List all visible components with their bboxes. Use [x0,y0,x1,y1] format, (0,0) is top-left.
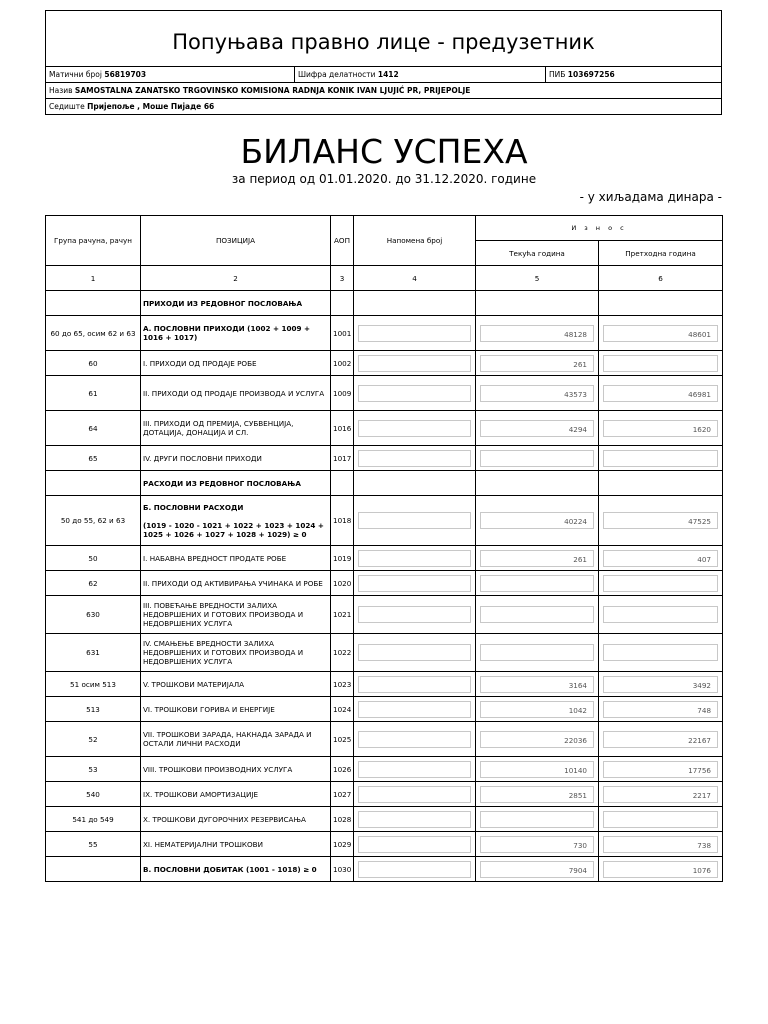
pozicija-cell [141,571,331,596]
table-row [46,596,723,634]
table-row [46,376,723,411]
napomena-field[interactable] [358,701,471,718]
grupa-cell: 51 осим 513 [46,672,141,697]
aop-cell: 1002 [331,351,354,376]
prethodna-field[interactable]: 748 [603,701,718,718]
tekuca-cell [476,596,599,634]
tekuca-cell [476,697,599,722]
tekuca-field[interactable]: 48128 [480,325,594,342]
prethodna-cell [599,832,723,857]
prethodna-field[interactable]: 738 [603,836,718,853]
napomena-field[interactable] [358,606,471,623]
grupa-cell: 60 [46,351,141,376]
aop-cell: 1029 [331,832,354,857]
table-row [46,832,723,857]
aop-cell: 1020 [331,571,354,596]
tekuca-field[interactable] [480,606,594,623]
prethodna-cell [599,471,723,496]
aop-cell: 1022 [331,634,354,672]
document-unit: - у хиљадама динара - [579,190,722,204]
grupa-cell: 513 [46,697,141,722]
pozicija-cell [141,496,331,546]
prethodna-cell [599,722,723,757]
aop-cell [331,291,354,316]
pozicija-cell [141,411,331,446]
document-title: БИЛАНС УСПЕХА [240,132,528,171]
prethodna-cell [599,757,723,782]
napomena-cell [354,411,476,446]
col-number: 3 [331,266,354,291]
tekuca-field[interactable]: 2851 [480,786,594,803]
header-box [45,10,722,115]
tekuca-cell [476,857,599,882]
aop-cell: 1026 [331,757,354,782]
prethodna-field[interactable] [603,644,718,661]
napomena-field[interactable] [358,761,471,778]
tekuca-field[interactable] [480,450,594,467]
napomena-field[interactable] [358,512,471,529]
prethodna-field[interactable]: 2217 [603,786,718,803]
sediste-value: Пријепоље , Моше Пијаде 66 [87,102,215,111]
prethodna-field[interactable] [603,355,718,372]
napomena-cell [354,546,476,571]
tekuca-cell [476,571,599,596]
napomena-cell [354,316,476,351]
prethodna-cell [599,857,723,882]
tekuca-field[interactable]: 4294 [480,420,594,437]
aop-cell [331,471,354,496]
pozicija-text: В. ПОСЛОВНИ ДОБИТАК (1001 - 1018) ≥ 0 [143,864,317,874]
pozicija-cell [141,351,331,376]
table-body [46,291,723,882]
col-header-grupa: Група рачуна, рачун [46,216,141,266]
aop-cell: 1009 [331,376,354,411]
grupa-cell: 50 [46,546,141,571]
aop-cell: 1030 [331,857,354,882]
pozicija-cell [141,697,331,722]
grupa-cell: 50 до 55, 62 и 63 [46,496,141,546]
napomena-field[interactable] [358,420,471,437]
table-row [46,546,723,571]
prethodna-field[interactable] [603,575,718,592]
naziv-value: SAMOSTALNA ZANATSKO TRGOVINSKO KOMISIONA RADNJA KONIK IVAN LJUJIĆ PR, PRIJEPOLJE [74,86,471,95]
aop-cell: 1021 [331,596,354,634]
col-number: 4 [354,266,476,291]
header-title: Попуњава правно лице - предузетник [46,11,721,67]
aop-cell: 1019 [331,546,354,571]
pozicija-cell [141,782,331,807]
header-naziv-row [46,83,721,99]
aop-cell: 1001 [331,316,354,351]
tekuca-cell [476,722,599,757]
col-header-aop: АОП [331,216,354,266]
prethodna-cell [599,672,723,697]
tekuca-field[interactable]: 1042 [480,701,594,718]
prethodna-field[interactable] [603,606,718,623]
pozicija-text: I. НАБАВНА ВРЕДНОСТ ПРОДАТЕ РОБЕ [143,553,287,563]
aop-cell: 1027 [331,782,354,807]
aop-cell: 1024 [331,697,354,722]
document-period: за период од 01.01.2020. до 31.12.2020. године [231,172,537,186]
pozicija-text: III. ПОВЕЋАЊЕ ВРЕДНОСТИ ЗАЛИХА НЕДОВРШЕНИХ И ГОТОВИХ ПРОИЗВОДА И НЕДОВРШЕНИХ УСЛУГА [143,601,304,628]
pozicija-cell [141,757,331,782]
table-row [46,411,723,446]
napomena-cell [354,291,476,316]
napomena-cell [354,471,476,496]
tekuca-cell [476,316,599,351]
prethodna-cell [599,697,723,722]
pozicija-text: III. ПРИХОДИ ОД ПРЕМИЈА, СУБВЕНЦИЈА, ДОТАЦИЈА, ДОНАЦИЈА И СЛ. [143,419,294,437]
napomena-field[interactable] [358,811,471,828]
grupa-cell [46,291,141,316]
grupa-cell: 65 [46,446,141,471]
col-number: 6 [599,266,723,291]
tekuca-field[interactable]: 43573 [480,385,594,402]
pozicija-cell [141,596,331,634]
pozicija-cell [141,857,331,882]
prethodna-field[interactable]: 1076 [603,861,718,878]
tekuca-field[interactable]: 40224 [480,512,594,529]
prethodna-cell [599,782,723,807]
table-row [46,291,723,316]
table-row [46,757,723,782]
prethodna-cell [599,446,723,471]
napomena-field[interactable] [358,786,471,803]
napomena-field[interactable] [358,676,471,693]
column-number-row [46,266,723,291]
napomena-field[interactable] [358,385,471,402]
napomena-cell [354,857,476,882]
pozicija-cell [141,722,331,757]
napomena-field[interactable] [358,450,471,467]
napomena-cell [354,634,476,672]
napomena-cell [354,782,476,807]
tekuca-cell [476,634,599,672]
tekuca-cell [476,291,599,316]
grupa-cell: 55 [46,832,141,857]
aop-cell: 1018 [331,496,354,546]
prethodna-cell [599,496,723,546]
prethodna-field[interactable]: 3492 [603,676,718,693]
napomena-field[interactable] [358,550,471,567]
napomena-cell [354,672,476,697]
tekuca-cell [476,471,599,496]
tekuca-field[interactable] [480,575,594,592]
napomena-field[interactable] [358,731,471,748]
tekuca-cell [476,807,599,832]
sifra-value: 1412 [377,70,399,79]
pozicija-text: ПРИХОДИ ИЗ РЕДОВНОГ ПОСЛОВАЊА [143,298,303,308]
pozicija-text: II. ПРИХОДИ ОД АКТИВИРАЊА УЧИНАКА И РОБЕ [143,578,323,588]
napomena-cell [354,596,476,634]
napomena-field[interactable] [358,575,471,592]
pozicija-text: VIII. ТРОШКОВИ ПРОИЗВОДНИХ УСЛУГА [143,764,293,774]
naziv-label: Назив [49,86,73,95]
table-row [46,722,723,757]
prethodna-cell [599,411,723,446]
pozicija-cell [141,672,331,697]
napomena-field[interactable] [358,644,471,661]
pozicija-text: IV. ДРУГИ ПОСЛОВНИ ПРИХОДИ [143,453,262,463]
header-sediste-row [46,99,721,114]
napomena-cell [354,697,476,722]
pozicija-cell [141,316,331,351]
aop-cell: 1016 [331,411,354,446]
napomena-cell [354,722,476,757]
pozicija-text: X. ТРОШКОВИ ДУГОРОЧНИХ РЕЗЕРВИСАЊА [143,814,306,824]
table-row [46,672,723,697]
sifra-label: Шифра делатности [298,70,376,79]
tekuca-cell [476,351,599,376]
prethodna-cell [599,807,723,832]
pozicija-text: II. ПРИХОДИ ОД ПРОДАЈЕ ПРОИЗВОДА И УСЛУГА [143,388,325,398]
napomena-field[interactable] [358,355,471,372]
grupa-cell: 53 [46,757,141,782]
napomena-field[interactable] [358,861,471,878]
table-row [46,634,723,672]
pozicija-cell [141,446,331,471]
col-header-prethodna: Претходна година [599,241,723,266]
tekuca-cell [476,546,599,571]
prethodna-cell [599,596,723,634]
table-row [46,807,723,832]
maticni-label: Матични број [49,70,102,79]
pib-label: ПИБ [549,70,566,79]
tekuca-field[interactable] [480,811,594,828]
pozicija-text: XI. НЕМАТЕРИЈАЛНИ ТРОШКОВИ [143,839,263,849]
grupa-cell: 60 до 65, осим 62 и 63 [46,316,141,351]
pozicija-text: I. ПРИХОДИ ОД ПРОДАЈЕ РОБЕ [143,358,257,368]
pozicija-text: V. ТРОШКОВИ МАТЕРИЈАЛА [143,679,245,689]
prethodna-cell [599,376,723,411]
income-statement-table [45,215,723,882]
prethodna-cell [599,546,723,571]
prethodna-cell [599,316,723,351]
prethodna-cell [599,291,723,316]
tekuca-cell [476,782,599,807]
pozicija-cell [141,807,331,832]
table-row [46,496,723,546]
prethodna-field[interactable]: 1620 [603,420,718,437]
pozicija-formula: (1019 - 1020 - 1021 + 1022 + 1023 + 1024 + 1025 + 1026 + 1027 + 1028 + 1029) ≥ 0 [143,520,324,539]
napomena-cell [354,832,476,857]
table-row [46,857,723,882]
prethodna-field[interactable]: 22167 [603,731,718,748]
tekuca-cell [476,376,599,411]
grupa-cell: 64 [46,411,141,446]
grupa-cell: 61 [46,376,141,411]
aop-cell: 1017 [331,446,354,471]
grupa-cell [46,857,141,882]
grupa-cell: 62 [46,571,141,596]
prethodna-field[interactable] [603,811,718,828]
table-row [46,351,723,376]
tekuca-field[interactable]: 7904 [480,861,594,878]
prethodna-field[interactable]: 46981 [603,385,718,402]
pozicija-cell [141,832,331,857]
tekuca-field[interactable]: 22036 [480,731,594,748]
tekuca-field[interactable]: 261 [480,355,594,372]
prethodna-field[interactable]: 48601 [603,325,718,342]
header-ids-row [46,67,721,83]
table-row [46,316,723,351]
napomena-cell [354,351,476,376]
sediste-label: Седиште [49,102,85,111]
sifra-cell [294,67,399,82]
grupa-cell [46,471,141,496]
napomena-cell [354,757,476,782]
tekuca-cell [476,411,599,446]
prethodna-cell [599,634,723,672]
pozicija-text: IV. СМАЊЕЊЕ ВРЕДНОСТИ ЗАЛИХА НЕДОВРШЕНИХ И ГОТОВИХ ПРОИЗВОДА И НЕДОВРШЕНИХ УСЛУГА [143,639,304,666]
pozicija-text: Б. ПОСЛОВНИ РАСХОДИ [143,502,244,512]
tekuca-cell [476,672,599,697]
col-header-tekuca: Текућа година [476,241,599,266]
tekuca-field[interactable]: 3164 [480,676,594,693]
pozicija-cell [141,376,331,411]
pozicija-text: VI. ТРОШКОВИ ГОРИВА И ЕНЕРГИЈЕ [143,704,275,714]
aop-cell: 1028 [331,807,354,832]
pozicija-text: VII. ТРОШКОВИ ЗАРАДА, НАКНАДА ЗАРАДА И ОСТАЛИ ЛИЧНИ РАСХОДИ [143,730,312,748]
pib-cell [545,67,615,82]
grupa-cell: 631 [46,634,141,672]
prethodna-field[interactable] [603,450,718,467]
napomena-cell [354,446,476,471]
prethodna-cell [599,351,723,376]
col-number: 1 [46,266,141,291]
prethodna-cell [599,571,723,596]
napomena-cell [354,496,476,546]
table-row [46,471,723,496]
pib-value: 103697256 [567,70,615,79]
tekuca-field[interactable]: 261 [480,550,594,567]
col-header-napomena: Напомена број [354,216,476,266]
table-row [46,782,723,807]
tekuca-cell [476,496,599,546]
col-header-pozicija: ПОЗИЦИЈА [141,216,331,266]
col-header-iznos: И з н о с [476,216,723,241]
pozicija-cell [141,471,331,496]
pozicija-text: А. ПОСЛОВНИ ПРИХОДИ (1002 + 1009 + 1016 + 1017) [143,324,311,342]
grupa-cell: 541 до 549 [46,807,141,832]
tekuca-cell [476,446,599,471]
tekuca-cell [476,757,599,782]
tekuca-field[interactable]: 730 [480,836,594,853]
grupa-cell: 540 [46,782,141,807]
tekuca-field[interactable]: 10140 [480,761,594,778]
napomena-cell [354,807,476,832]
grupa-cell: 630 [46,596,141,634]
aop-cell: 1023 [331,672,354,697]
napomena-field[interactable] [358,325,471,342]
grupa-cell: 52 [46,722,141,757]
tekuca-cell [476,832,599,857]
table-row [46,697,723,722]
tekuca-field[interactable] [480,644,594,661]
prethodna-field[interactable]: 17756 [603,761,718,778]
maticni-value: 56819703 [104,70,147,79]
napomena-cell [354,376,476,411]
col-number: 2 [141,266,331,291]
pozicija-cell [141,634,331,672]
pozicija-cell [141,291,331,316]
napomena-cell [354,571,476,596]
prethodna-field[interactable]: 407 [603,550,718,567]
col-number: 5 [476,266,599,291]
prethodna-field[interactable]: 47525 [603,512,718,529]
pozicija-text: IX. ТРОШКОВИ АМОРТИЗАЦИЈЕ [143,789,259,799]
table-row [46,446,723,471]
table-row [46,571,723,596]
pozicija-text: РАСХОДИ ИЗ РЕДОВНОГ ПОСЛОВАЊА [143,478,301,488]
pozicija-cell [141,546,331,571]
napomena-field[interactable] [358,836,471,853]
aop-cell: 1025 [331,722,354,757]
